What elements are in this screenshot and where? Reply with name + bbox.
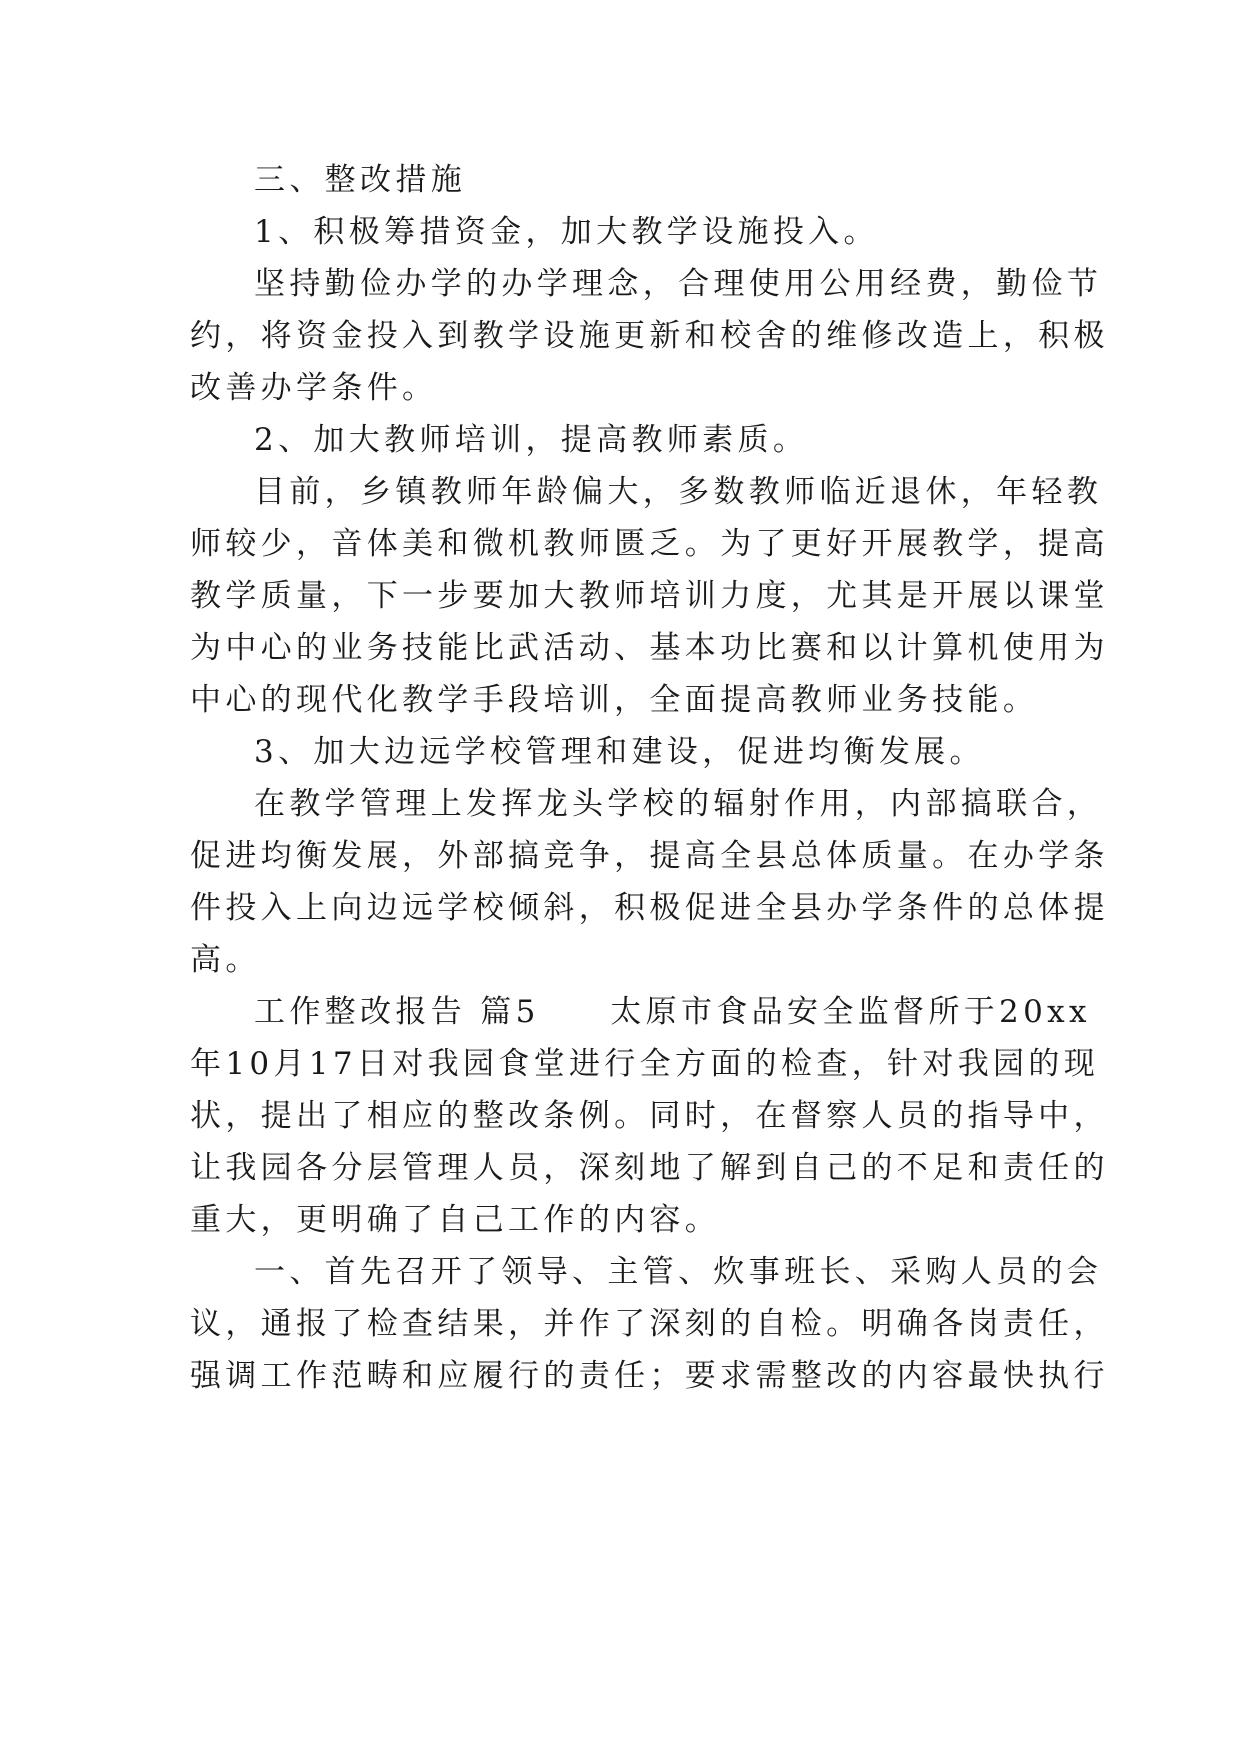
paragraph-line: 改善办学条件。: [190, 370, 438, 406]
paragraph-line: 为中心的业务技能比武活动、基本功比赛和以计算机使用为: [190, 630, 1109, 666]
paragraph-line: 件投入上向边远学校倾斜，积极促进全县办学条件的总体提: [190, 890, 1109, 926]
subheading-funding: 1、积极筹措资金，加大教学设施投入。: [254, 214, 879, 250]
paragraph-line: 让我园各分层管理人员，深刻地了解到自己的不足和责任的: [190, 1150, 1109, 1186]
subheading-remote-schools: 3、加大边远学校管理和建设，促进均衡发展。: [254, 734, 985, 770]
paragraph-line: 年10月17日对我园食堂进行全方面的检查，针对我园的现: [190, 1046, 1100, 1082]
paragraph-line: 促进均衡发展，外部搞竞争，提高全县总体质量。在办学条: [190, 838, 1109, 874]
subheading-teacher-training: 2、加大教师培训，提高教师素质。: [254, 422, 809, 458]
paragraph-line: 坚持勤俭办学的办学理念，合理使用公用经费，勤俭节: [254, 266, 1103, 302]
paragraph-line: 中心的现代化教学手段培训，全面提高教师业务技能。: [190, 682, 1039, 718]
paragraph-line: 议，通报了检查结果，并作了深刻的自检。明确各岗责任，: [190, 1306, 1109, 1342]
paragraph-line: 强调工作范畴和应履行的责任；要求需整改的内容最快执行: [190, 1358, 1109, 1394]
paragraph-line: 在教学管理上发挥龙头学校的辐射作用，内部搞联合，: [254, 786, 1103, 822]
paragraph-line: 高。: [190, 942, 261, 978]
paragraph-line: 师较少，音体美和微机教师匮乏。为了更好开展教学，提高: [190, 526, 1109, 562]
paragraph-line: 状，提出了相应的整改条例。同时，在督察人员的指导中，: [190, 1098, 1109, 1134]
paragraph-line: 教学质量，下一步要加大教师培训力度，尤其是开展以课堂: [190, 578, 1109, 614]
paragraph-line: 目前，乡镇教师年龄偏大，多数教师临近退休，年轻教: [254, 474, 1103, 510]
section-heading-rectification-measures: 三、整改措施: [254, 162, 467, 198]
paragraph-line: 重大，更明确了自己工作的内容。: [190, 1202, 721, 1238]
paragraph-line: 一、首先召开了领导、主管、炊事班长、采购人员的会: [254, 1254, 1103, 1290]
report-heading-line: 工作整改报告 篇5 太原市食品安全监督所于20xx: [254, 994, 1091, 1030]
paragraph-line: 约，将资金投入到教学设施更新和校舍的维修改造上，积极: [190, 318, 1109, 354]
